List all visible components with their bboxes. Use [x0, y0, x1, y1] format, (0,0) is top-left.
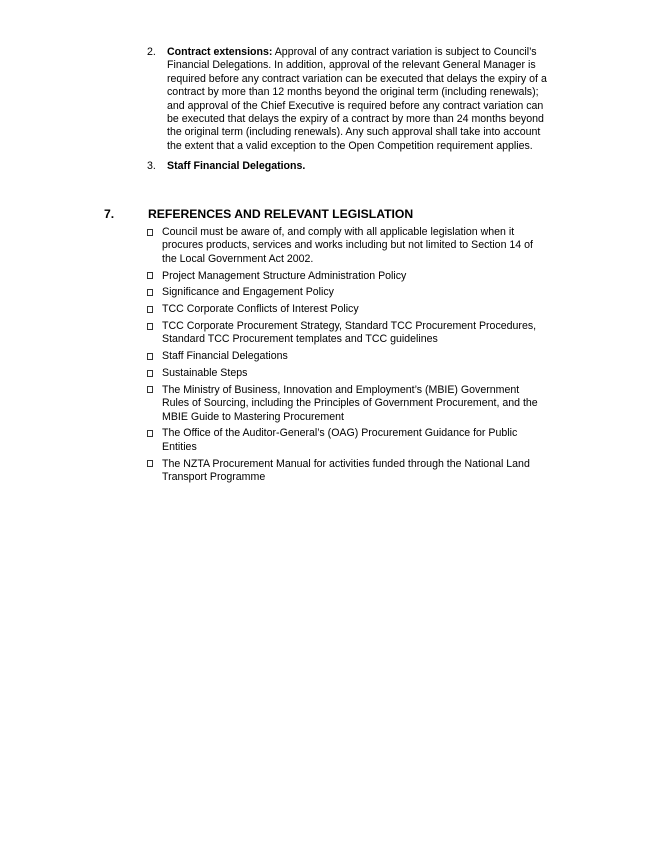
- numbered-item-contract-extensions: [147, 46, 547, 153]
- list-item: [147, 226, 547, 266]
- checkbox-bullet-icon: [147, 430, 153, 437]
- checkbox-bullet-icon: [147, 306, 153, 313]
- checkbox-bullet-icon: [147, 460, 153, 467]
- checkbox-bullet-icon: [147, 386, 153, 393]
- list-item-text: Project Management Structure Administration Policy: [162, 269, 407, 282]
- section-title: REFERENCES AND RELEVANT LEGISLATION: [148, 207, 414, 221]
- list-item: [147, 350, 547, 363]
- checkbox-bullet-icon: [147, 289, 153, 296]
- list-item-text: Significance and Engagement Policy: [162, 286, 334, 299]
- list-item-text: The Office of the Auditor-General’s (OAG) Procurement Guidance for Public Entities: [162, 427, 518, 453]
- list-item-text: Staff Financial Delegations: [162, 350, 288, 363]
- checkbox-bullet-icon: [147, 370, 153, 377]
- numbered-list: [147, 46, 547, 181]
- checkbox-bullet-icon: [147, 272, 153, 279]
- list-item-text: Sustainable Steps: [162, 367, 248, 379]
- list-item-text: Council must be aware of, and comply with all applicable legislation when it procures products, services and works including but not limited to Section 14 of the Local Government Act 2002.: [162, 226, 533, 265]
- list-item: [147, 320, 547, 347]
- list-item: [147, 384, 547, 424]
- numbered-item-staff-financial-delegations: [147, 160, 547, 173]
- item-text: Approval of any contract variation is subject to Council’s Financial Delegations. In addition, approval of the relevant General Manager is required before any contract variation can be executed that delays the expiry of a contract by more than 12 months beyond the original term (including renewals); and approval of the Chief Executive is required before any contract variation can be executed that delays the expiry of a contract by more than 24 months beyond the original term (including renewals). Any such approval shall take into account the extent that a valid exception to the Open Competition requirement applies.: [167, 46, 547, 152]
- list-item: [147, 458, 547, 485]
- list-item: [147, 367, 547, 380]
- list-item: [147, 303, 547, 316]
- references-list: [147, 226, 547, 488]
- list-item-text: The NZTA Procurement Manual for activities funded through the National Land Transport Programme: [162, 457, 530, 484]
- item-number: 3.: [147, 160, 156, 173]
- list-item: [147, 427, 547, 454]
- checkbox-bullet-icon: [147, 353, 153, 360]
- list-item-text: The Ministry of Business, Innovation and Employment’s (MBIE) Government Rules of Sourcing, including the Principles of Government Procurement, and the MBIE Guide to Mastering Procurement: [162, 383, 538, 423]
- list-item: [147, 286, 547, 299]
- list-item-text: TCC Corporate Conflicts of Interest Policy: [162, 303, 359, 316]
- list-item: [147, 270, 547, 283]
- list-item-text: TCC Corporate Procurement Strategy, Standard TCC Procurement Procedures, Standard TCC Procurement templates and TCC guidelines: [162, 320, 537, 346]
- item-title: Staff Financial Delegations.: [167, 160, 306, 173]
- checkbox-bullet-icon: [147, 229, 153, 236]
- item-number: 2.: [147, 46, 156, 58]
- checkbox-bullet-icon: [147, 323, 153, 330]
- item-title: Contract extensions:: [167, 46, 273, 58]
- section-number: 7.: [104, 207, 115, 221]
